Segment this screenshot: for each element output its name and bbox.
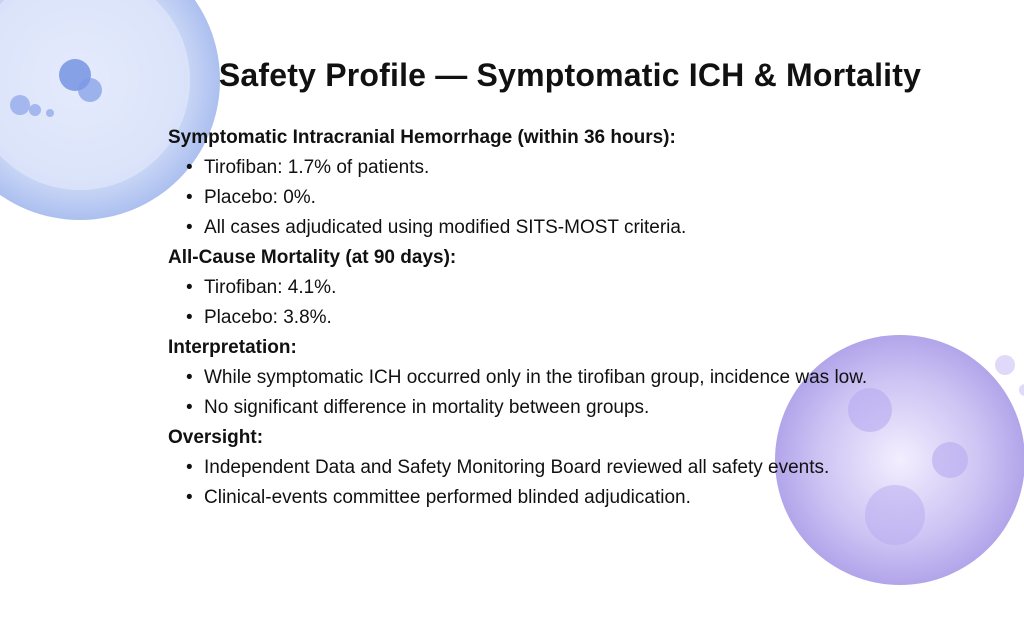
section-ich	[168, 123, 888, 243]
section-heading: All-Cause Mortality (at 90 days):	[168, 247, 457, 268]
bullet-item: • Placebo: 3.8%.	[168, 303, 888, 333]
bullet-item: • While symptomatic ICH occurred only in the tirofiban group, incidence was low.	[168, 363, 888, 393]
bullet-list	[168, 453, 888, 513]
slide-title: Safety Profile — Symptomatic ICH & Mortality	[218, 57, 922, 93]
slide-body	[168, 123, 888, 513]
bullet-item: • All cases adjudicated using modified SITS-MOST criteria.	[168, 213, 888, 243]
section-heading: Interpretation:	[168, 337, 297, 358]
bullet-item: • Tirofiban: 4.1%.	[168, 273, 888, 303]
bullet-item: • Placebo: 0%.	[168, 183, 888, 213]
bullet-item: • Tirofiban: 1.7% of patients.	[168, 153, 888, 183]
bullet-item: • Clinical-events committee performed blinded adjudication.	[168, 483, 888, 513]
section-mortality	[168, 243, 888, 333]
section-heading: Symptomatic Intracranial Hemorrhage (within 36 hours):	[168, 127, 676, 148]
section-heading: Oversight:	[168, 427, 264, 448]
bullet-item: • Independent Data and Safety Monitoring Board reviewed all safety events.	[168, 453, 888, 483]
section-oversight	[168, 423, 888, 513]
bullet-list	[168, 153, 888, 243]
bullet-list	[168, 363, 888, 423]
bullet-list	[168, 273, 888, 333]
section-interpretation	[168, 333, 888, 423]
bullet-item: • No significant difference in mortality between groups.	[168, 393, 888, 423]
